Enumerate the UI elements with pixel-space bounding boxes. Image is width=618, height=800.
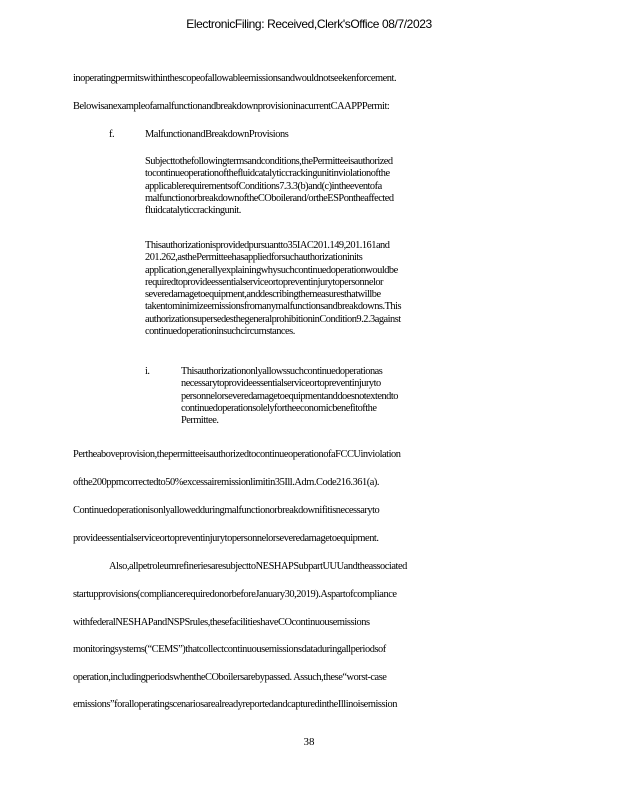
- text-line: requiredtoprovideessentialserviceortopreventinjurytopersonnelor: [145, 276, 383, 288]
- sub-provision-label: i.: [145, 366, 150, 377]
- body-line: withfederalNESHAPandNSPSrules,thesefacilitieshaveCOcontinuousemissions: [73, 617, 370, 628]
- intro-line: BelowisanexampleofamalfunctionandbreakdownprovisioninacurrentCAAPPPermit:: [73, 101, 390, 112]
- body-line: ofthe200ppmcorrectedto50%excessairemissionlimitin35Ill.Adm.Code216.361(a).: [73, 477, 380, 488]
- sub-provision-paragraph: [181, 366, 398, 427]
- body-line: Pertheaboveprovision,thepermitteeisauthorizedtocontinueoperationofaFCCUinviolation: [73, 449, 401, 460]
- text-line: applicablerequirementsofConditions7.3.3(b)and(c)intheeventofa: [145, 180, 382, 192]
- text-line: severedamagetoequipment,anddescribingthemeasuresthatwillbe: [145, 289, 381, 301]
- text-line: Permittee.: [181, 415, 219, 427]
- body-line: monitoringsystems(“CEMS”)thatcollectcontinuousemissionsdataduringallperiodsof: [73, 644, 386, 655]
- intro-line: inoperatingpermitswithinthescopeofallowableemissionsandwouldnotseekenforcement.: [73, 73, 397, 84]
- text-line: necessarytoprovideessentialserviceortopreventinjuryto: [181, 378, 381, 390]
- body-line: startupprovisions(compliancerequiredonorbeforeJanuary30,2019).Aspartofcompliance: [73, 589, 397, 600]
- provision-label: f.: [109, 129, 115, 140]
- text-line: 201.262,asthePermitteehasappliedforsuchauthorizationinits: [145, 252, 363, 264]
- body-line: provideessentialserviceortopreventinjurytopersonnelorseveredamagetoequipment.: [73, 533, 379, 544]
- text-line: takentominimizeemissionsfromanymalfunctionsandbreakdowns.This: [145, 301, 402, 313]
- provision-paragraph-2: [145, 240, 401, 338]
- provision-paragraph-1: [145, 156, 394, 217]
- text-line: Subjecttothefollowingtermsandconditions,thePermitteeisauthorized: [145, 156, 393, 167]
- body-line: emissions”foralloperatingscenariosarealreadyreportedandcapturedintheIllinoisemission: [73, 699, 398, 710]
- provision-title: MalfunctionandBreakdownProvisions: [145, 129, 289, 140]
- text-line: Thisauthorizationisprovidedpursuantto35IAC201.149,201.161and: [145, 240, 390, 251]
- text-line: malfunctionorbreakdownoftheCOboilerand/ortheESPontheaffected: [145, 192, 394, 204]
- body-line: Continuedoperationisonlyallowedduringmalfunctionorbreakdownifitisnecessaryto: [73, 505, 380, 516]
- text-line: fluidcatalyticcrackingunit.: [145, 205, 241, 217]
- text-line: continuedoperationsolelyfortheeconomicbenefitofthe: [181, 402, 377, 414]
- filing-header: ElectronicFiling: Received,Clerk'sOffice 08/7/2023: [186, 17, 432, 31]
- body-line: operation,includingperiodswhentheCOboilersarebypassed. Assuch,these“worst-case: [73, 672, 387, 683]
- text-line: personnelorseveredamagetoequipmentanddoesnotextendto: [181, 390, 398, 402]
- body-line: Also,allpetroleumrefineriesaresubjecttoNESHAPSubpartUUUandtheassociated: [109, 561, 407, 572]
- text-line: tocontinueoperationofthefluidcatalyticcrackingunitinviolationofthe: [145, 168, 390, 180]
- text-line: continuedoperationinsuchcircumstances.: [145, 326, 295, 338]
- text-line: application,generallyexplainingwhysuchcontinuedoperationwouldbe: [145, 264, 398, 276]
- text-line: authorizationsupersedesthegeneralprohibitioninCondition9.2.3against: [145, 313, 401, 325]
- text-line: Thisauthorizationonlyallowssuchcontinuedoperationas: [181, 366, 383, 377]
- page-number: 38: [303, 736, 315, 748]
